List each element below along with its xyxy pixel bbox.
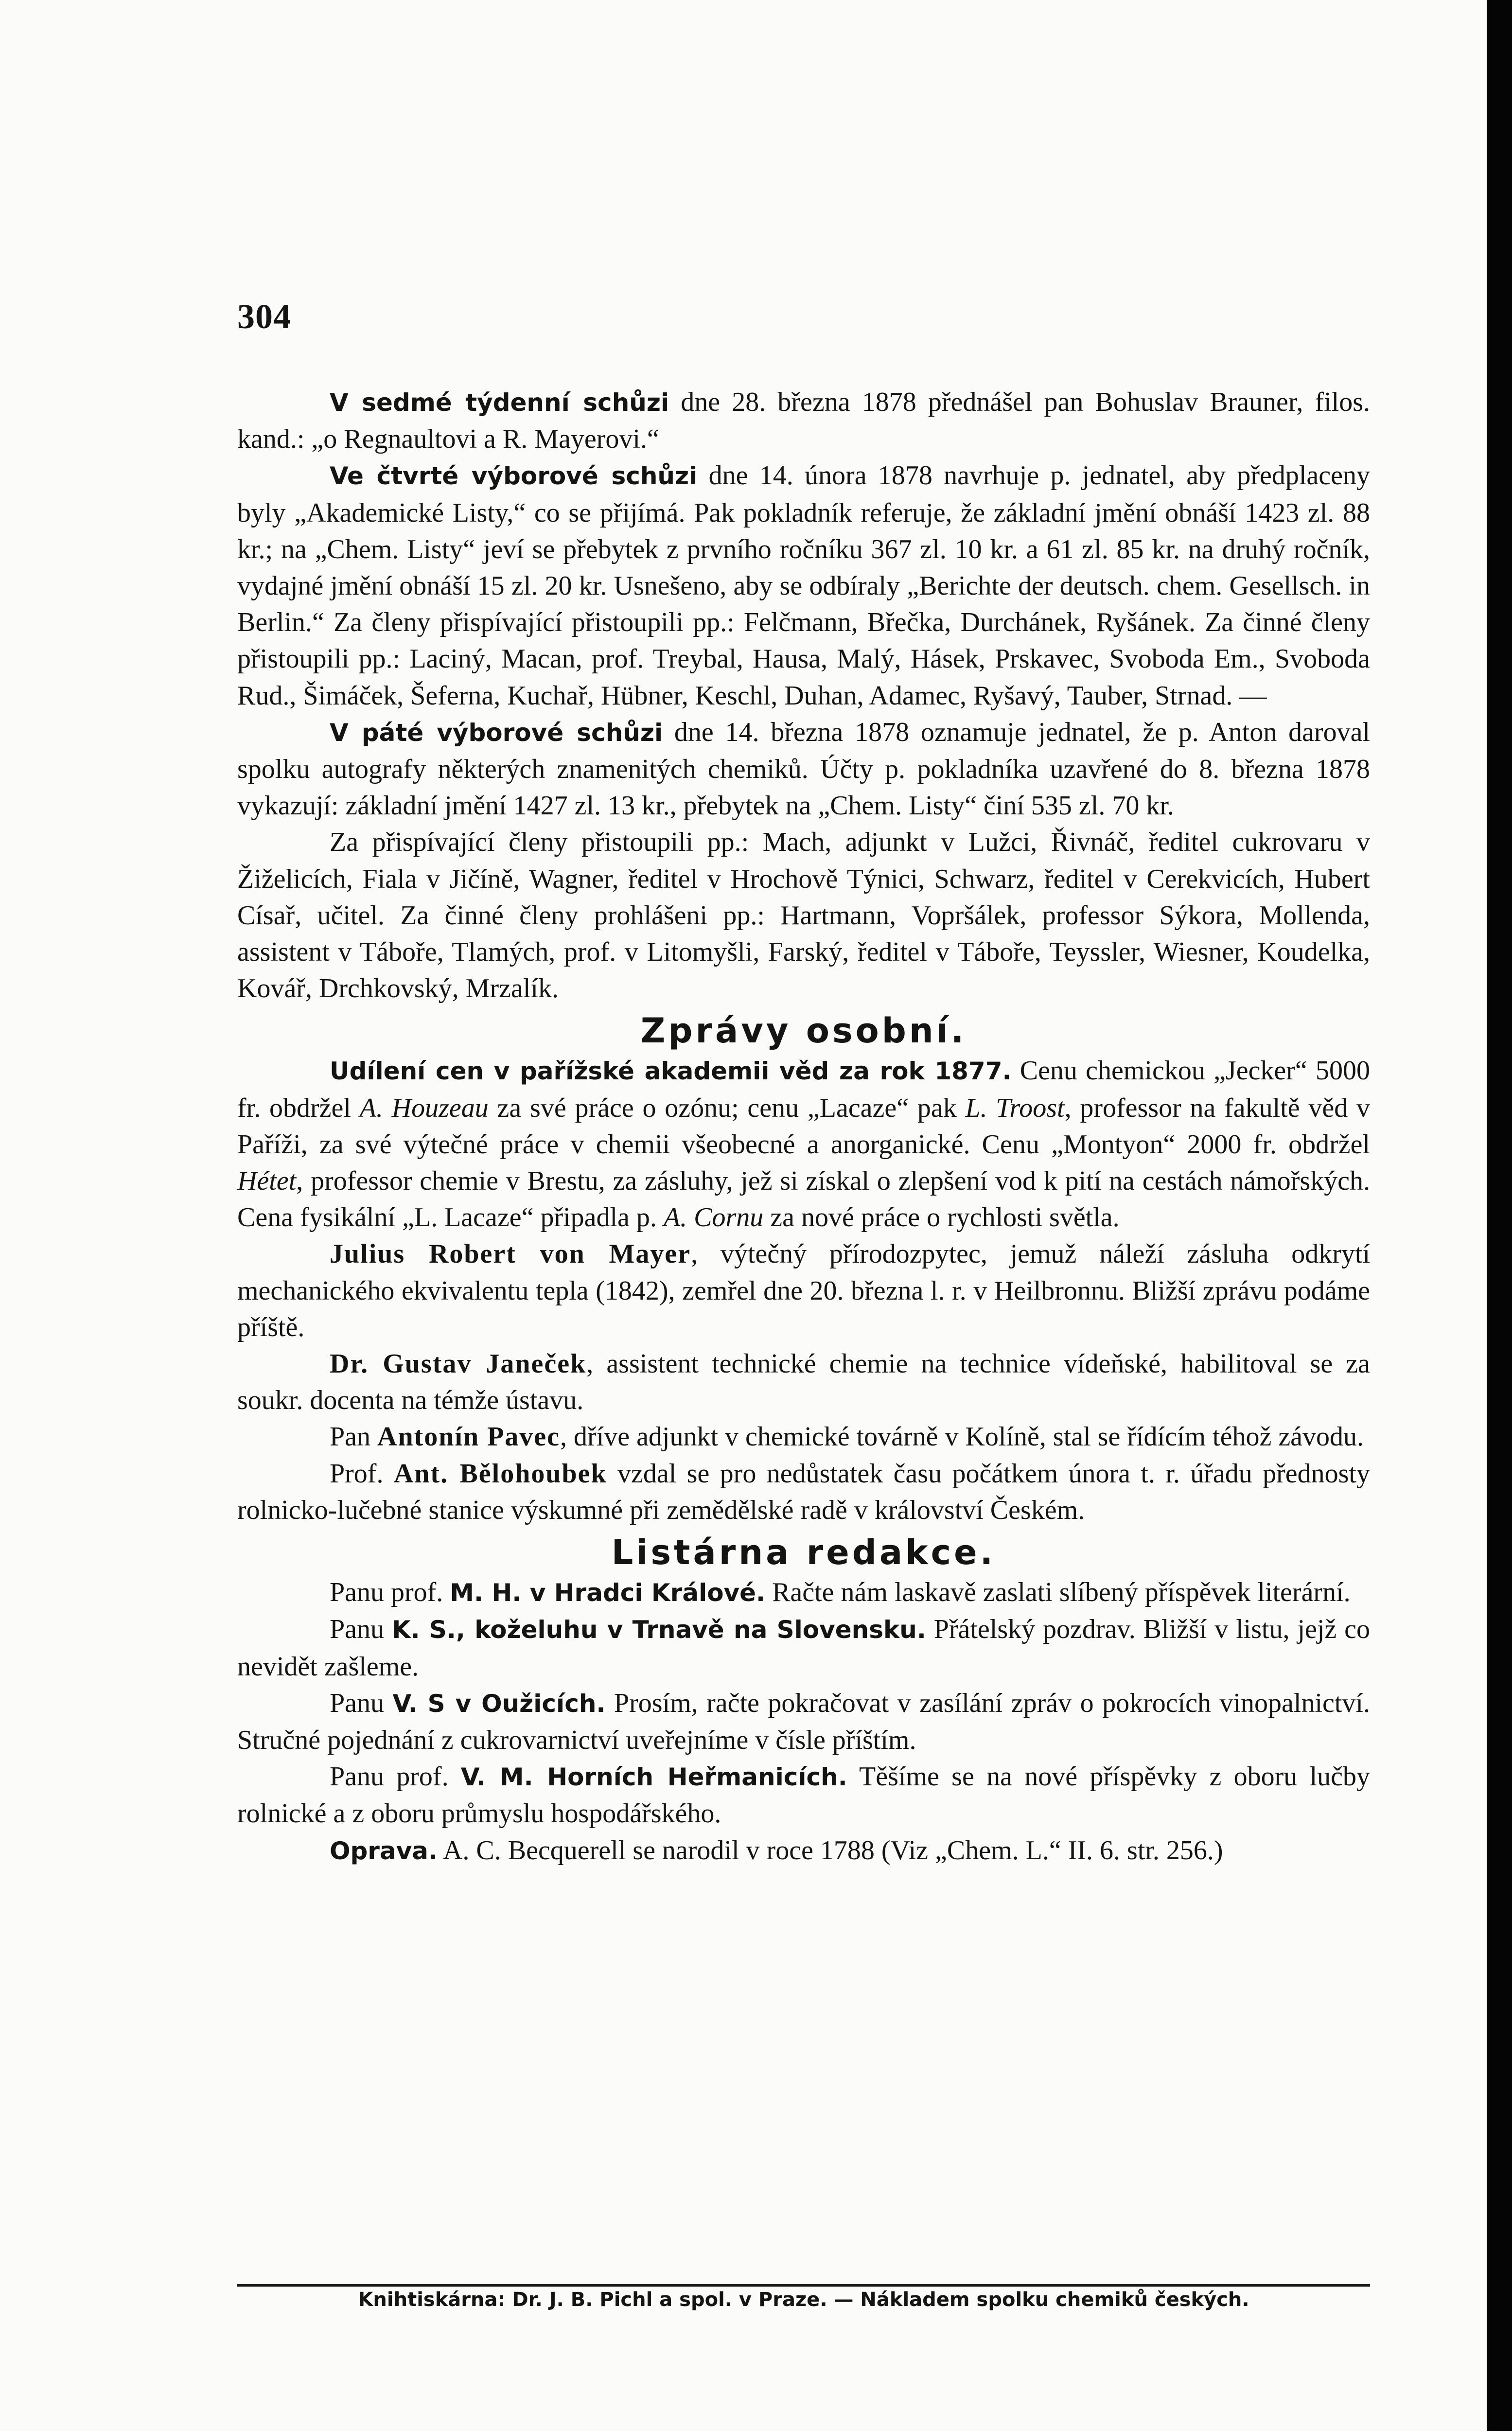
scan-edge — [1487, 0, 1512, 2431]
heading-personal-news: Zprávy osobní. — [640, 1011, 967, 1051]
laureate-name: A. Cornu — [663, 1202, 764, 1233]
paragraph-text: Pan — [330, 1422, 377, 1452]
paragraph-lead: Udílení cen v pařížské akademii věd za rok 1877. — [330, 1057, 1012, 1086]
paragraph-text: A. C. Becquerell se narodil v roce 1788 (Viz „Chem. L.“ II. 6. str. 256.) — [438, 1835, 1223, 1866]
laureate-name: L. Troost — [965, 1092, 1065, 1123]
paragraph-text: za nové práce o rychlosti světla. — [763, 1202, 1120, 1233]
erratum-lead: Oprava. — [330, 1836, 438, 1865]
paragraph-text: Cenu chemickou „Jecker“ 5000 fr. obdržel — [237, 1056, 1371, 1123]
paragraph-new-members — [237, 824, 1370, 1007]
text-column — [237, 384, 1370, 1869]
letter-addressee: M. H. v Hradci Králové. — [450, 1579, 766, 1607]
footer-rule — [237, 2284, 1370, 2311]
paragraph-committee-fifth — [237, 714, 1370, 825]
paragraph-text: Panu — [330, 1688, 393, 1718]
paragraph-committee-fourth — [237, 458, 1370, 714]
letter-item — [237, 1685, 1370, 1759]
paragraph-text: , dříve adjunkt v chemické továrně v Kolíně, stal se řídícím téhož závodu. — [560, 1422, 1364, 1452]
paragraph-text: Prof. — [330, 1458, 394, 1489]
letter-item — [237, 1759, 1370, 1832]
laureate-name: A. Houzeau — [359, 1092, 489, 1123]
paragraph-text: Prosím, račte pokračovat v zasílání zpráv o pokrocích vinopalnictví. Stručné pojednání z cukrovarnictví uveřejníme v čísle příštím. — [237, 1688, 1370, 1755]
paragraph-paris-prizes — [237, 1053, 1370, 1236]
paragraph-belohoubek — [237, 1456, 1370, 1529]
paragraph-text: Přátelský pozdrav. Bližší v listu, jejž co nevidět zašleme. — [237, 1614, 1371, 1682]
paragraph-text: Za přispívající členy přistoupili pp.: Mach, adjunkt v Lužci, Řivnáč, ředitel cukrovaru v Žiželicích, Fiala v Jičíně, Wagner, ředitel v Hrochově Týnici, Schwarz, ředitel v Cerekvicích, Hubert Císař, učitel. Za činné členy prohlášeni pp.: Hartmann, Vopršálek, professor Sýkora, Mollenda, assistent v Táboře, Tlamých, prof. v Litomyšli, Farský, ředitel v Táboře, Teyssler, Wiesner, Koudelka, Kovář, Drchkovský, Mrzalík. — [237, 827, 1370, 1004]
paragraph-text: , assistent technické chemie na technice vídeňské, habilitoval se za soukr. docenta na témže ústavu. — [237, 1349, 1371, 1416]
paragraph-text: Račte nám laskavě zaslati slíbený příspěvek literární. — [765, 1577, 1351, 1608]
paragraph-lead: Ve čtvrté výborové schůzi — [330, 462, 698, 491]
person-name: Antonín Pavec — [377, 1422, 560, 1452]
letter-addressee: V. M. Horních Heřmanicích. — [460, 1763, 847, 1792]
paragraph-weekly-meeting — [237, 384, 1370, 458]
paragraph-pavec — [237, 1419, 1370, 1455]
paragraph-janecek — [237, 1346, 1370, 1419]
letter-addressee: K. S., koželuhu v Trnavě na Slovensku. — [391, 1616, 926, 1644]
person-name: Dr. Gustav Janeček — [330, 1349, 587, 1379]
letter-item — [237, 1611, 1370, 1685]
person-name: Ant. Bělohoubek — [393, 1458, 607, 1489]
paragraph-text: dne 28. března 1878 přednášel pan Bohuslav Brauner, filos. kand.: „o Regnaultovi a R. Mayerovi.“ — [237, 387, 1371, 455]
letter-item — [237, 1574, 1370, 1611]
paragraph-text: za své práce o ozónu; cenu „Lacaze“ pak — [488, 1092, 966, 1123]
imprint-line: Knihtiskárna: Dr. J. B. Pichl a spol. v Praze. — Nákladem spolku chemiků českých. — [358, 2289, 1249, 2311]
paragraph-text: , professor chemie v Brestu, za zásluhy, jež si získal o zlepšení vod k pití na cestách námořských. Cena fysikální „L. Lacaze“ připadla p. — [237, 1166, 1370, 1233]
erratum — [237, 1832, 1370, 1869]
paragraph-mayer — [237, 1236, 1370, 1346]
heading-editorial-letters: Listárna redakce. — [611, 1533, 996, 1573]
laureate-name: Hétet — [237, 1166, 297, 1197]
person-name: Julius Robert von Mayer — [330, 1239, 691, 1269]
paragraph-text: Panu prof. — [330, 1577, 450, 1608]
paragraph-text: , výtečný přírodozpytec, jemuž náleží zásluha odkrytí mechanického ekvivalentu tepla (1842), zemřel dne 20. března l. r. v Heilbronnu. Bližší zprávu podáme příště. — [237, 1239, 1370, 1342]
paragraph-text: dne 14. února 1878 navrhuje p. jednatel, aby předplaceny byly „Akademické Listy,“ co se přijímá. Pak pokladník referuje, že základní jmění obnáší 1423 zl. 88 kr.; na „Chem. Listy“ jeví se přebytek z prvního ročníku 367 zl. 10 kr. a 61 zl. 85 kr. na druhý ročník, vydajné jmění obnáší 15 zl. 20 kr. Usnešeno, aby se odbíraly „Berichte der deutsch. chem. Gesellsch. in Berlin.“ Za členy přispívající přistoupili pp.: Felčmann, Břečka, Durchánek, Ryšánek. Za činné členy přistoupili pp.: Laciný, Macan, prof. Treybal, Hausa, Malý, Hásek, Prskavec, Svoboda Em., Svoboda Rud., Šimáček, Šeferna, Kuchař, Hübner, Keschl, Duhan, Adamec, Ryšavý, Tauber, Strnad. — — [237, 460, 1370, 711]
paragraph-text: Těšíme se na nové příspěvky z oboru lučby rolnické a z oboru průmyslu hospodářského. — [237, 1762, 1370, 1829]
paragraph-text: dne 14. března 1878 oznamuje jednatel, že p. Anton daroval spolku autografy některých znamenitých chemiků. Účty p. pokladníka uzavřené do 8. března 1878 vykazují: základní jmění 1427 zl. 13 kr., přebytek na „Chem. Listy“ činí 535 zl. 70 kr. — [237, 717, 1370, 821]
paragraph-text: Panu prof. — [330, 1762, 461, 1792]
page-number: 304 — [237, 297, 291, 336]
paragraph-text: Panu — [330, 1614, 392, 1645]
paragraph-text: , professor na fakultě věd v Paříži, za své výtečné práce v chemii všeobecné a anorganické. Cenu „Montyon“ 2000 fr. obdržel — [237, 1092, 1371, 1160]
letter-addressee: V. S v Oužicích. — [392, 1689, 606, 1718]
paragraph-text: vzdal se pro nedůstatek času počátkem února t. r. úřadu přednosty rolnicko-lučebné stanice výskumné při zemědělské radě v království Českém. — [237, 1458, 1370, 1525]
paragraph-lead: V sedmé týdenní schůzi — [330, 388, 669, 417]
paragraph-lead: V páté výborové schůzi — [330, 718, 663, 747]
